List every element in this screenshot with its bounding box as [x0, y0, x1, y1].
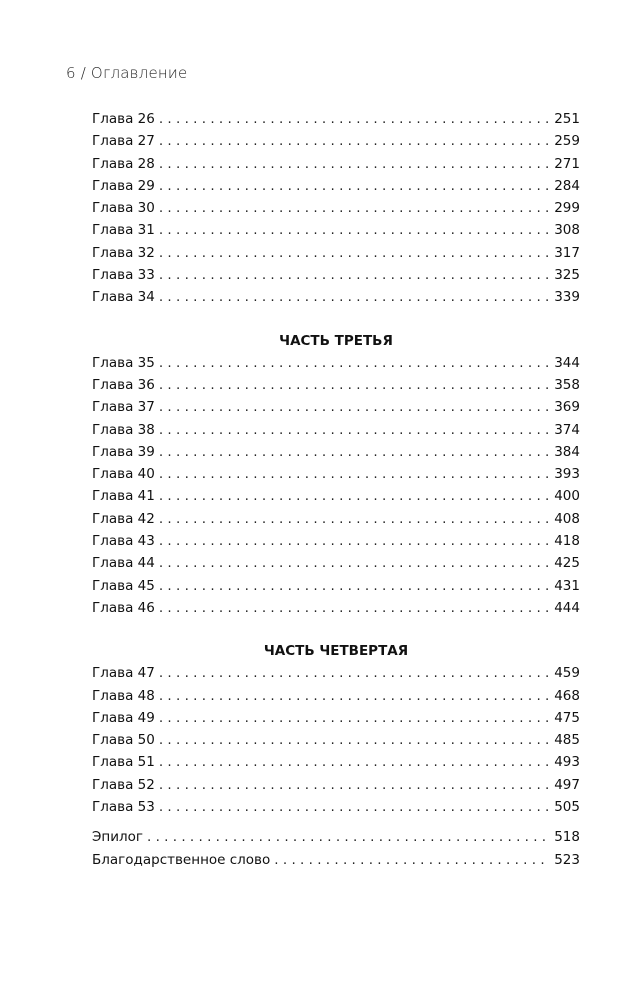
dot-leader: [159, 374, 548, 396]
toc-entry-label: Глава 27: [92, 133, 155, 150]
toc-entry-label: Глава 26: [92, 111, 155, 127]
toc-entry[interactable]: [92, 826, 580, 848]
toc-entry-page-number: 358: [554, 376, 580, 393]
toc-entry[interactable]: [92, 597, 580, 619]
toc-entry[interactable]: [92, 130, 580, 152]
dot-leader: [159, 485, 548, 507]
toc-entry-label: Глава 40: [92, 466, 155, 483]
dot-leader: [159, 419, 548, 441]
toc-entry[interactable]: [92, 219, 580, 241]
dot-leader: [159, 508, 548, 530]
toc-section-back-matter: [92, 826, 580, 871]
dot-leader: [159, 197, 548, 219]
toc-entry-label: Глава 33: [92, 267, 155, 284]
toc-entry-page-number: 505: [554, 799, 580, 816]
running-head: 6 / Оглавление: [66, 64, 188, 82]
dot-leader: [159, 130, 548, 152]
toc-entry-label: Глава 28: [92, 155, 155, 172]
toc-entry-page-number: 344: [554, 354, 580, 371]
toc-entry-label: Глава 49: [92, 709, 155, 726]
toc-entry-page-number: 369: [554, 399, 580, 416]
table-of-contents: [92, 108, 580, 871]
dot-leader: [159, 597, 548, 619]
toc-entry-page-number: 393: [554, 466, 580, 483]
toc-entry-label: Глава 41: [92, 488, 155, 505]
toc-entry-page-number: 339: [554, 289, 580, 306]
toc-entry-page-number: 317: [554, 244, 580, 261]
toc-entry-page-number: 271: [554, 155, 580, 172]
dot-leader: [159, 751, 548, 773]
toc-entry[interactable]: [92, 374, 580, 396]
dot-leader: [159, 729, 548, 751]
dot-leader: [159, 463, 548, 485]
toc-entry[interactable]: [92, 352, 580, 374]
toc-entry-label: Благодарственное слово: [92, 851, 271, 868]
toc-entry-page-number: 374: [554, 421, 580, 438]
toc-entry[interactable]: [92, 485, 580, 507]
toc-entry-label: Глава 35: [92, 354, 155, 371]
toc-entry-page-number: 523: [554, 851, 580, 868]
toc-entry-page-number: 497: [554, 776, 580, 793]
toc-entry-label: Глава 42: [92, 510, 155, 527]
dot-leader: [159, 153, 548, 175]
toc-entry[interactable]: [92, 530, 580, 552]
part-title: ЧАСТЬ ТРЕТЬЯ: [279, 332, 393, 349]
toc-entry-label: Глава 39: [92, 443, 155, 460]
toc-entry-page-number: 299: [554, 200, 580, 217]
toc-entry-page-number: 259: [554, 133, 580, 150]
toc-entry[interactable]: [92, 463, 580, 485]
dot-leader: [147, 826, 548, 848]
dot-leader: [159, 108, 548, 130]
toc-entry-page-number: 518: [554, 829, 580, 846]
toc-entry-label: Глава 31: [92, 222, 155, 239]
toc-entry-page-number: 493: [554, 754, 580, 771]
toc-entry-page-number: 325: [554, 267, 580, 284]
dot-leader: [159, 707, 548, 729]
toc-entry-label: Глава 52: [92, 776, 155, 793]
toc-entry-page-number: 431: [554, 577, 580, 594]
toc-entry-label: Глава 45: [92, 577, 155, 594]
toc-entry-page-number: 459: [554, 665, 580, 682]
dot-leader: [159, 774, 548, 796]
toc-section-part3: [92, 352, 580, 620]
toc-entry[interactable]: [92, 508, 580, 530]
toc-entry-label: Глава 37: [92, 399, 155, 416]
toc-entry-page-number: 468: [554, 687, 580, 704]
toc-entry-label: Глава 30: [92, 200, 155, 217]
toc-entry[interactable]: [92, 108, 580, 130]
toc-section-part4: [92, 662, 580, 818]
toc-entry[interactable]: [92, 286, 580, 308]
toc-section-part2-end: [92, 108, 580, 309]
toc-entry[interactable]: [92, 685, 580, 707]
toc-entry[interactable]: [92, 662, 580, 684]
toc-entry-label: Глава 44: [92, 555, 155, 572]
toc-entry-label: Глава 46: [92, 599, 155, 616]
toc-entry[interactable]: [92, 707, 580, 729]
toc-entry-label: Глава 36: [92, 376, 155, 393]
toc-entry-label: Глава 51: [92, 754, 155, 771]
dot-leader: [159, 286, 548, 308]
toc-entry-page-number: 475: [554, 709, 580, 726]
toc-entry-page-number: 400: [554, 488, 580, 505]
toc-entry-page-number: 485: [554, 732, 580, 749]
toc-entry-label: Глава 53: [92, 799, 155, 816]
toc-entry[interactable]: [92, 175, 580, 197]
toc-entry[interactable]: [92, 242, 580, 264]
toc-entry[interactable]: [92, 849, 580, 871]
toc-entry[interactable]: [92, 729, 580, 751]
toc-entry[interactable]: [92, 396, 580, 418]
dot-leader: [159, 530, 548, 552]
dot-leader: [159, 685, 548, 707]
toc-entry[interactable]: [92, 575, 580, 597]
toc-entry[interactable]: [92, 774, 580, 796]
toc-entry-page-number: 284: [554, 177, 580, 194]
dot-leader: [159, 796, 548, 818]
toc-entry[interactable]: [92, 751, 580, 773]
toc-entry-page-number: 384: [554, 443, 580, 460]
toc-entry-page-number: 418: [554, 533, 580, 550]
toc-entry[interactable]: [92, 419, 580, 441]
toc-entry-label: Глава 43: [92, 533, 155, 550]
toc-entry[interactable]: [92, 552, 580, 574]
dot-leader: [159, 662, 548, 684]
dot-leader: [159, 552, 548, 574]
dot-leader: [159, 396, 548, 418]
toc-entry-page-number: 408: [554, 510, 580, 527]
toc-entry-label: Глава 34: [92, 289, 155, 306]
toc-entry-label: Глава 48: [92, 687, 155, 704]
toc-entry-label: Глава 38: [92, 421, 155, 438]
toc-entry[interactable]: [92, 796, 580, 818]
toc-entry-page-number: 251: [554, 111, 580, 127]
part-title: ЧАСТЬ ЧЕТВЕРТАЯ: [263, 643, 409, 660]
toc-entry-label: Глава 29: [92, 177, 155, 194]
toc-entry-label: Глава 47: [92, 665, 155, 682]
toc-entry-page-number: 444: [554, 599, 580, 616]
dot-leader: [159, 264, 548, 286]
toc-entry[interactable]: [92, 264, 580, 286]
toc-entry-label: Глава 50: [92, 732, 155, 749]
toc-entry[interactable]: [92, 197, 580, 219]
dot-leader: [159, 242, 548, 264]
toc-entry-page-number: 425: [554, 555, 580, 572]
toc-entry-label: Глава 32: [92, 244, 155, 261]
toc-entry[interactable]: [92, 441, 580, 463]
dot-leader: [159, 352, 548, 374]
toc-entry[interactable]: [92, 153, 580, 175]
toc-entry-page-number: 308: [554, 222, 580, 239]
dot-leader: [274, 849, 548, 871]
dot-leader: [159, 175, 548, 197]
toc-entry-label: Эпилог: [92, 829, 144, 846]
dot-leader: [159, 219, 548, 241]
dot-leader: [159, 441, 548, 463]
dot-leader: [159, 575, 548, 597]
